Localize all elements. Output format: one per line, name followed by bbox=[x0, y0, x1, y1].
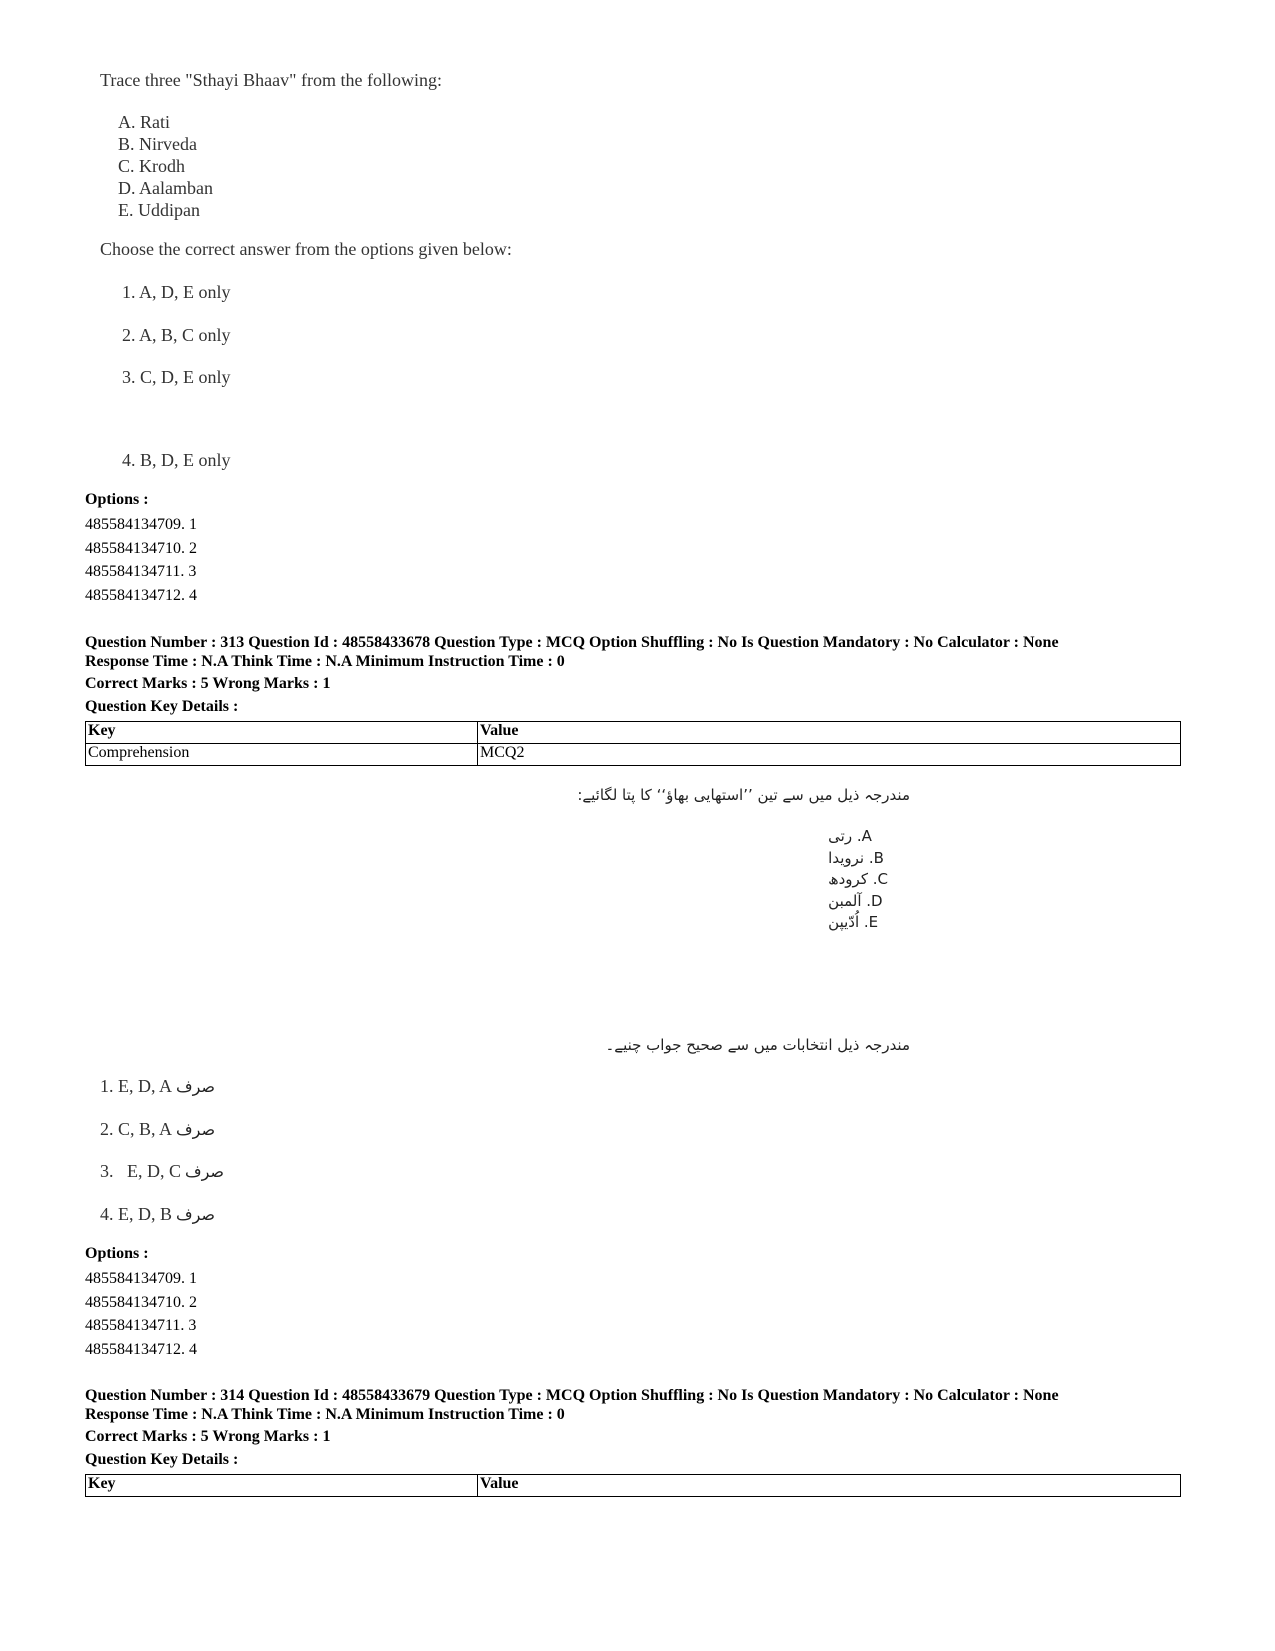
question-meta-line-1: Question Number : 313 Question Id : 48558433678 Question Type : MCQ Option Shuffling : No Is Question Mandatory : No Calculator : None bbox=[85, 634, 1059, 651]
key-header: Key bbox=[86, 722, 478, 744]
value-header: Value bbox=[478, 1475, 1181, 1497]
list-item: B. Nirveda bbox=[118, 134, 197, 154]
q312-choice-1: 1. A, D, E only bbox=[122, 282, 231, 302]
list-item: B. نرویدا bbox=[828, 848, 884, 867]
choice-urdu: صرف bbox=[176, 1077, 215, 1096]
value-header: Value bbox=[478, 722, 1181, 744]
q313-marks: Correct Marks : 5 Wrong Marks : 1 bbox=[85, 675, 331, 692]
q314-marks: Correct Marks : 5 Wrong Marks : 1 bbox=[85, 1428, 331, 1445]
q313-meta bbox=[85, 633, 1195, 671]
option-row: 485584134709. 1 bbox=[85, 1270, 197, 1287]
list-item: A. Rati bbox=[118, 112, 170, 132]
q313-key-table bbox=[85, 721, 1181, 766]
choice-number: 1. E, D, A bbox=[100, 1076, 172, 1096]
q313-urdu-instruction: مندرجہ ذیل انتخابات میں سے صحیح جواب چنیے۔ bbox=[605, 1036, 910, 1054]
table-row bbox=[86, 744, 1181, 766]
q313-urdu-items bbox=[828, 826, 888, 934]
key-header: Key bbox=[86, 1475, 478, 1497]
option-row: 485584134710. 2 bbox=[85, 539, 197, 557]
q313-choice-1 bbox=[100, 1076, 215, 1097]
q313-choice-2 bbox=[100, 1119, 215, 1140]
q312-choice-4: 4. B, D, E only bbox=[122, 450, 231, 470]
list-item: A. رتی bbox=[828, 827, 872, 845]
option-row: 485584134709. 1 bbox=[85, 516, 197, 533]
list-item: C. Krodh bbox=[118, 156, 185, 176]
choice-urdu: صرف bbox=[185, 1162, 224, 1181]
option-row: 485584134712. 4 bbox=[85, 586, 197, 604]
q313-choice-3 bbox=[100, 1161, 224, 1182]
options-label: Options : bbox=[85, 1245, 149, 1262]
choice-number: 4. E, D, B bbox=[100, 1204, 172, 1224]
choice-urdu: صرف bbox=[176, 1205, 215, 1224]
q312-choice-3: 3. C, D, E only bbox=[122, 367, 231, 387]
option-row: 485584134711. 3 bbox=[85, 563, 197, 580]
q313-choice-4 bbox=[100, 1204, 215, 1225]
question-meta-line-2: Response Time : N.A Think Time : N.A Minimum Instruction Time : 0 bbox=[85, 1406, 565, 1423]
q314-key-details-label: Question Key Details : bbox=[85, 1451, 239, 1468]
list-item: D. Aalamban bbox=[118, 178, 213, 198]
choice-urdu: صرف bbox=[176, 1120, 216, 1139]
q312-choice-2: 2. A, B, C only bbox=[122, 325, 231, 345]
choice-number: 3. E, D, C bbox=[100, 1161, 181, 1181]
q312-options-block bbox=[85, 490, 197, 607]
list-item: E. اُدّیپن bbox=[828, 913, 879, 931]
list-item: E. Uddipan bbox=[118, 200, 200, 220]
list-item: C. کرودھ bbox=[828, 870, 888, 888]
q313-key-details-label: Question Key Details : bbox=[85, 698, 239, 715]
q313-urdu-stem: مندرجہ ذیل میں سے تین ’’استھایی بھاؤ‘‘ کا پتا لگائیے: bbox=[577, 786, 910, 804]
option-row: 485584134710. 2 bbox=[85, 1293, 197, 1311]
option-row: 485584134712. 4 bbox=[85, 1340, 197, 1358]
q313-options-block bbox=[85, 1244, 197, 1361]
question-meta-line-1: Question Number : 314 Question Id : 48558433679 Question Type : MCQ Option Shuffling : No Is Question Mandatory : No Calculator : None bbox=[85, 1387, 1059, 1404]
q312-stem: Trace three "Sthayi Bhaav" from the following: bbox=[100, 70, 442, 90]
q312-items bbox=[118, 111, 213, 221]
q312-instruction: Choose the correct answer from the options given below: bbox=[100, 239, 512, 259]
option-row: 485584134711. 3 bbox=[85, 1317, 197, 1334]
list-item: D. آلمبن bbox=[828, 891, 883, 910]
value-cell: MCQ2 bbox=[478, 744, 1181, 766]
table-header-row bbox=[86, 1475, 1181, 1497]
key-cell: Comprehension bbox=[86, 744, 478, 766]
question-meta-line-2: Response Time : N.A Think Time : N.A Minimum Instruction Time : 0 bbox=[85, 653, 565, 670]
table-header-row bbox=[86, 722, 1181, 744]
q314-meta bbox=[85, 1386, 1195, 1424]
choice-number: 2. C, B, A bbox=[100, 1119, 173, 1139]
options-label: Options : bbox=[85, 491, 149, 508]
q314-key-table bbox=[85, 1474, 1181, 1497]
